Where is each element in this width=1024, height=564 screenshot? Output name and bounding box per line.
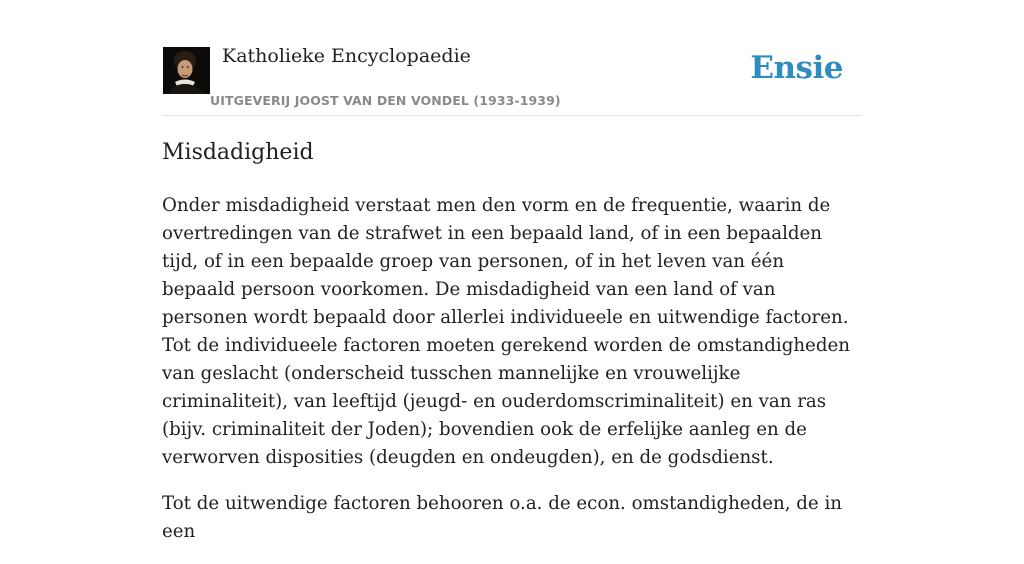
- source-title[interactable]: Katholieke Encyclopaedie: [222, 45, 471, 67]
- article-title: Misdadigheid: [162, 140, 314, 165]
- content-column: [162, 0, 862, 542]
- publisher-label: UITGEVERIJ JOOST VAN DEN VONDEL (1933-1939): [210, 93, 561, 108]
- vondel-portrait-icon[interactable]: [163, 47, 210, 94]
- source-header: [162, 0, 862, 116]
- article-body: [162, 192, 862, 564]
- article-paragraph: Tot de uitwendige factoren behooren o.a. de econ. omstandigheden, de in een: [162, 493, 842, 542]
- ensie-logo[interactable]: Ensie: [750, 50, 843, 86]
- article-paragraph: Onder misdadigheid verstaat men den vorm en de frequentie, waarin de overtredingen van de strafwet in een bepaald land, of in een bepaalden tijd, of in een bepaalde groep van personen, of in het leven van één bepaald persoon voorkomen. De misdadigheid van een land of van personen wordt bepaald door allerlei individueele en uitwendige factoren. Tot de individueele factoren moeten gerekend worden de omstandigheden van geslacht (onderscheid tusschen mannelijke en vrouwelijke criminaliteit), van leeftijd (jeugd- en ouderdomscriminaliteit) en van ras (bijv. criminaliteit der Joden); bovendien ook de erfelijke aanleg en de verworven disposities (deugden en ondeugden), en de godsdienst.: [162, 195, 850, 468]
